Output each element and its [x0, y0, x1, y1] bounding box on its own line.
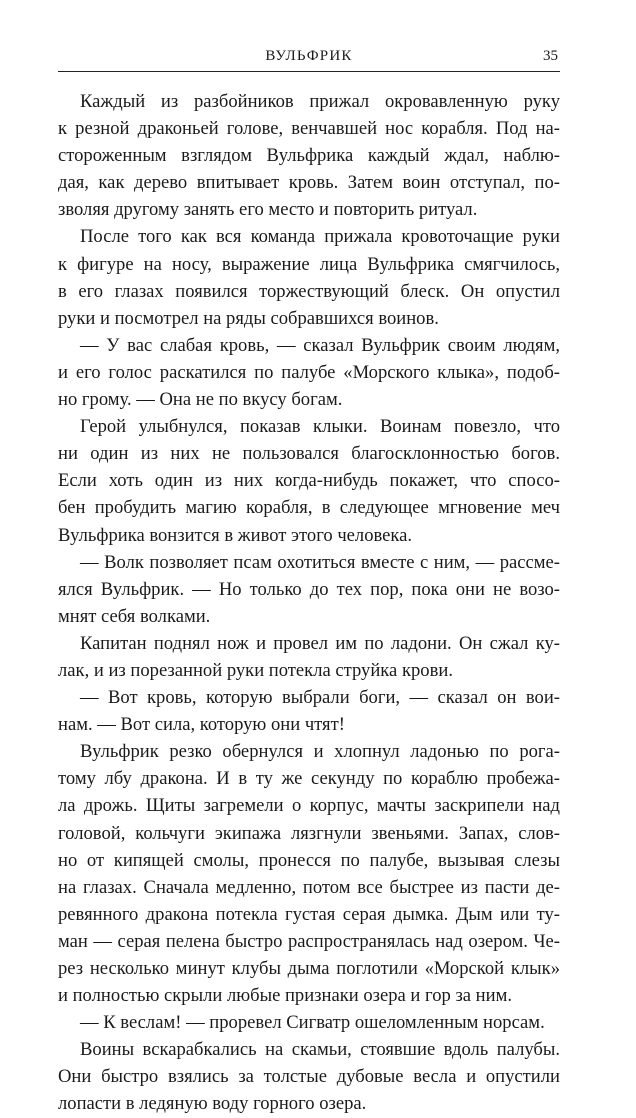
running-head: [58, 46, 560, 68]
text-line: и его голос раскатился по палубе «Морского клыка», подоб-: [58, 361, 560, 383]
text-line: После того как вся команда прижала кровоточащие руки: [80, 226, 560, 248]
text-line: — Вот кровь, которую выбрали боги, — сказал он вои-: [80, 687, 560, 709]
text-line: — У вас слабая кровь, — сказал Вульфрик своим людям,: [80, 334, 560, 356]
text-line: Капитан поднял нож и провел им по ладони. Он сжал ку-: [80, 632, 560, 654]
text-line: ман — серая пелена быстро распространялась над озером. Че-: [58, 930, 560, 952]
text-line: ла дрожь. Щиты загремели о корпус, мачты заскрипели над: [58, 795, 560, 817]
text-line: Если хоть один из них когда-нибудь покажет, что спосо-: [58, 470, 560, 492]
text-line: но грому. — Она не по вкусу богам.: [58, 389, 343, 411]
text-line: к резной драконьей голове, венчавшей нос корабля. Под на-: [58, 118, 560, 140]
text-line: на глазах. Сначала медленно, потом все быстрее из пасти де-: [58, 876, 560, 898]
header-divider: [58, 71, 560, 72]
text-line: мнят себя волками.: [58, 605, 211, 627]
text-line: и полностью скрыли любые признаки озера и гор за ним.: [58, 985, 513, 1007]
text-line: — К веслам! — проревел Сигватр ошеломленным норсам.: [80, 1012, 545, 1034]
text-line: в его глазах появился торжествующий блеск. Он опустил: [58, 280, 560, 302]
body-text: [58, 88, 560, 1118]
running-title: ВУЛЬФРИК: [265, 48, 353, 64]
text-line: но от кипящей смолы, пронесся по палубе, вызывая слезы: [58, 849, 560, 871]
text-line: ни один из них не пользовался благосклонностью богов.: [58, 443, 560, 465]
page-number: 35: [543, 48, 558, 64]
text-line: Они быстро взялись за толстые дубовые весла и опустили: [58, 1066, 560, 1088]
text-line: лак, и из порезанной руки потекла струйка крови.: [58, 659, 453, 681]
text-line: зволяя другому занять его место и повторить ритуал.: [58, 199, 478, 221]
text-line: нам. — Вот сила, которую они чтят!: [58, 714, 345, 736]
text-line: Герой улыбнулся, показав клыки. Воинам повезло, что: [80, 416, 560, 438]
text-line: Вульфрик резко обернулся и хлопнул ладонью по рога-: [80, 741, 560, 763]
text-line: ревянного дракона потекла густая серая дымка. Дым или ту-: [58, 903, 560, 925]
text-line: бен пробудить магию корабля, в следующее мгновение меч: [58, 497, 560, 519]
text-line: лопасти в ледяную воду горного озера.: [58, 1093, 367, 1115]
text-line: ялся Вульфрик. — Но только до тех пор, пока они не возо-: [58, 578, 560, 600]
text-line: Воины вскарабкались на скамьи, стоявшие вдоль палубы.: [80, 1039, 560, 1061]
text-line: тому лбу дракона. И в ту же секунду по кораблю пробежа-: [58, 768, 560, 790]
text-line: дая, как дерево впитывает кровь. Затем воин отступал, по-: [58, 172, 560, 194]
text-line: Вульфрика вонзится в живот этого человека.: [58, 524, 413, 546]
text-line: к фигуре на носу, выражение лица Вульфрика смягчилось,: [58, 253, 560, 275]
text-line: головой, кольчуги экипажа лязгнули звеньями. Запах, слов-: [58, 822, 560, 844]
text-line: рез несколько минут клубы дыма поглотили «Морской клык»: [58, 958, 560, 979]
text-line: Каждый из разбойников прижал окровавленную руку: [80, 91, 560, 112]
text-line: стороженным взглядом Вульфрика каждый ждал, наблю-: [58, 145, 560, 167]
text-line: руки и посмотрел на ряды собравшихся воинов.: [58, 307, 439, 329]
text-line: — Волк позволяет псам охотиться вместе с ним, — рассме-: [80, 551, 560, 573]
